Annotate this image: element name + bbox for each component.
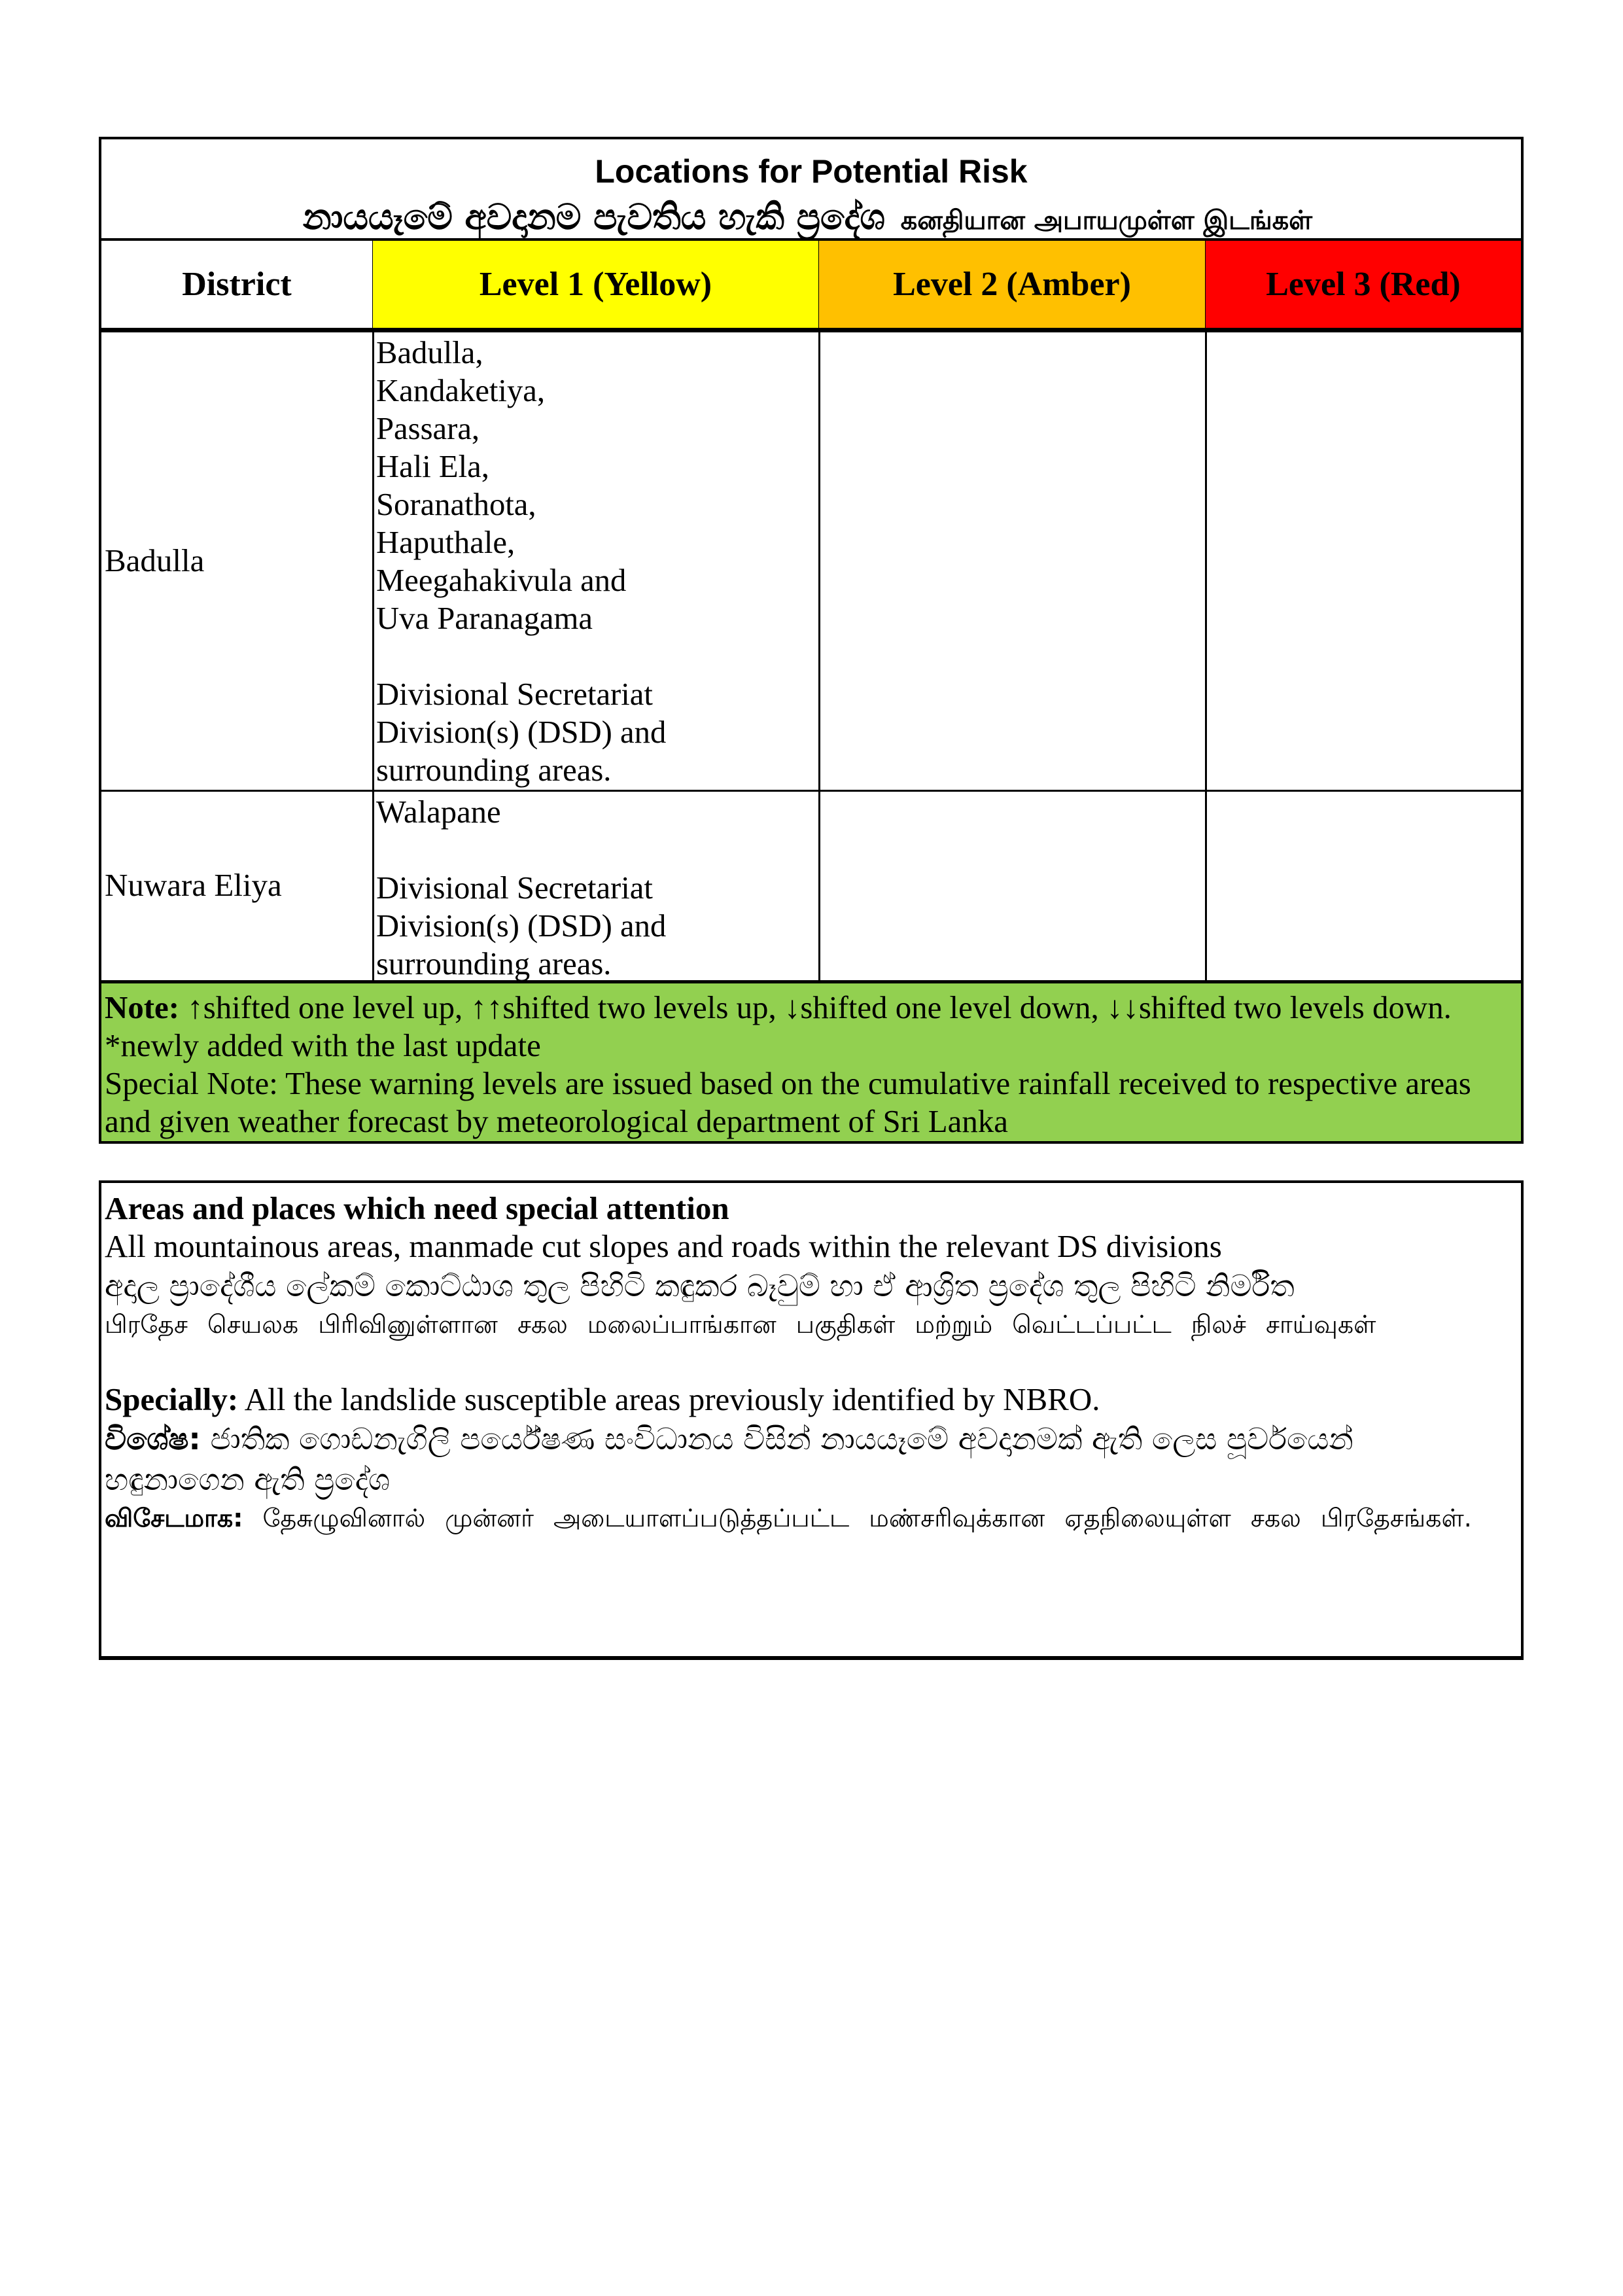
district-name: Nuwara Eliya bbox=[105, 867, 282, 903]
spacer bbox=[376, 637, 818, 675]
column-header-level-3: Level 3 (Red) bbox=[1206, 241, 1524, 332]
title-sinhala-tamil bbox=[101, 197, 1514, 241]
dsd-suffix: surrounding areas. bbox=[376, 945, 612, 981]
dsd-suffix: Divisional Secretariat bbox=[376, 870, 653, 906]
special-note-line: and given weather forecast by meteorological department of Sri Lanka bbox=[105, 1103, 1008, 1139]
level-3-cell bbox=[1206, 331, 1524, 792]
dsd-suffix: Divisional Secretariat bbox=[376, 676, 653, 712]
location: Hali Ela, bbox=[376, 448, 489, 484]
title-sinhala: නායයෑමේ අවදානම පැවතිය හැකි ප්‍රදේශ bbox=[303, 196, 885, 238]
specially-english bbox=[105, 1381, 1495, 1419]
level-3-cell bbox=[1206, 790, 1524, 985]
location: Soranathota, bbox=[376, 486, 536, 522]
special-attention-sinhala: අදාල ප්‍රාදේශීය ලේකම් කොට්ඨාශ තුල පිහිටි කඳුකර බෑවුම් හා ඒ ආශ්‍රිත ප්‍රදේශ තුල පිහිටි නිර්මිත bbox=[105, 1268, 1295, 1303]
column-header-level-1: Level 1 (Yellow) bbox=[373, 241, 820, 332]
location: Uva Paranagama bbox=[376, 600, 593, 636]
specially-sinhala-text: ජාතික ගොඩනැගිලි පර්යේෂණ සංවිධානය විසින් නායයෑමේ අවදානමක් ඇති ලෙස පූර්වයෙන් හඳුනාගෙන ඇති ප්‍රදේශ bbox=[105, 1421, 1353, 1497]
special-attention-heading: Areas and places which need special attention bbox=[105, 1190, 729, 1226]
legend-note bbox=[99, 983, 1524, 1144]
dsd-suffix: Division(s) (DSD) and bbox=[376, 714, 667, 750]
location: Badulla, bbox=[376, 334, 483, 370]
table-row-district bbox=[99, 790, 374, 985]
specially-sinhala-label: විශේෂ: bbox=[105, 1421, 201, 1457]
specially-tamil-label: விசேடமாக: bbox=[105, 1504, 243, 1532]
spacer bbox=[105, 1343, 1495, 1381]
specially-label: Specially: bbox=[105, 1381, 239, 1417]
specially-tamil-text: தேசுழுவினால் முன்னர் அடையாளப்படுத்தப்பட்ட மண்சரிவுக்கான ஏதநிலையுள்ள சகல பிரதேசங்கள். bbox=[243, 1504, 1472, 1532]
specially-tamil bbox=[105, 1500, 1495, 1536]
note-label: Note: bbox=[105, 989, 180, 1025]
location: Kandaketiya, bbox=[376, 372, 546, 408]
note-line-new: *newly added with the last update bbox=[105, 1027, 541, 1063]
level-2-cell bbox=[819, 790, 1207, 985]
column-header-level-2: Level 2 (Amber) bbox=[819, 241, 1207, 332]
location: Passara, bbox=[376, 410, 480, 446]
special-attention-english: All mountainous areas, manmade cut slopes and roads within the relevant DS divisions bbox=[105, 1228, 1222, 1264]
spacer bbox=[376, 831, 818, 869]
level-1-cell bbox=[373, 331, 820, 792]
table-row-district bbox=[99, 331, 374, 792]
column-header-district: District bbox=[99, 241, 374, 332]
dsd-suffix: Division(s) (DSD) and bbox=[376, 908, 667, 944]
special-note-line: Special Note: These warning levels are issued based on the cumulative rainfall received to respective areas bbox=[105, 1065, 1471, 1101]
special-attention-tamil: பிரதேச செயலக பிரிவினுள்ளான சகல மலைப்பாங்கான பகுதிகள் மற்றும் வெட்டப்பட்ட நிலச் சாய்வுகள் bbox=[105, 1310, 1376, 1339]
level-1-cell bbox=[373, 790, 820, 985]
note-arrows-text: ↑shifted one level up, ↑↑shifted two levels up, ↓shifted one level down, ↓↓shifted two levels down. bbox=[179, 989, 1452, 1025]
title-tamil: கனதியான அபாயமுள்ள இடங்கள் bbox=[900, 205, 1313, 236]
location: Meegahakivula and bbox=[376, 562, 627, 598]
title-english: Locations for Potential Risk bbox=[595, 153, 1028, 190]
special-attention-box bbox=[99, 1180, 1524, 1660]
dsd-suffix: surrounding areas. bbox=[376, 752, 612, 788]
location: Haputhale, bbox=[376, 524, 515, 560]
location: Walapane bbox=[376, 794, 501, 830]
district-name: Badulla bbox=[105, 542, 205, 578]
report-title-block bbox=[99, 137, 1524, 243]
level-2-cell bbox=[819, 331, 1207, 792]
note-line-arrows bbox=[105, 989, 1518, 1027]
specially-text: All the landslide susceptible areas previously identified by NBRO. bbox=[238, 1381, 1100, 1417]
specially-sinhala bbox=[105, 1419, 1495, 1500]
